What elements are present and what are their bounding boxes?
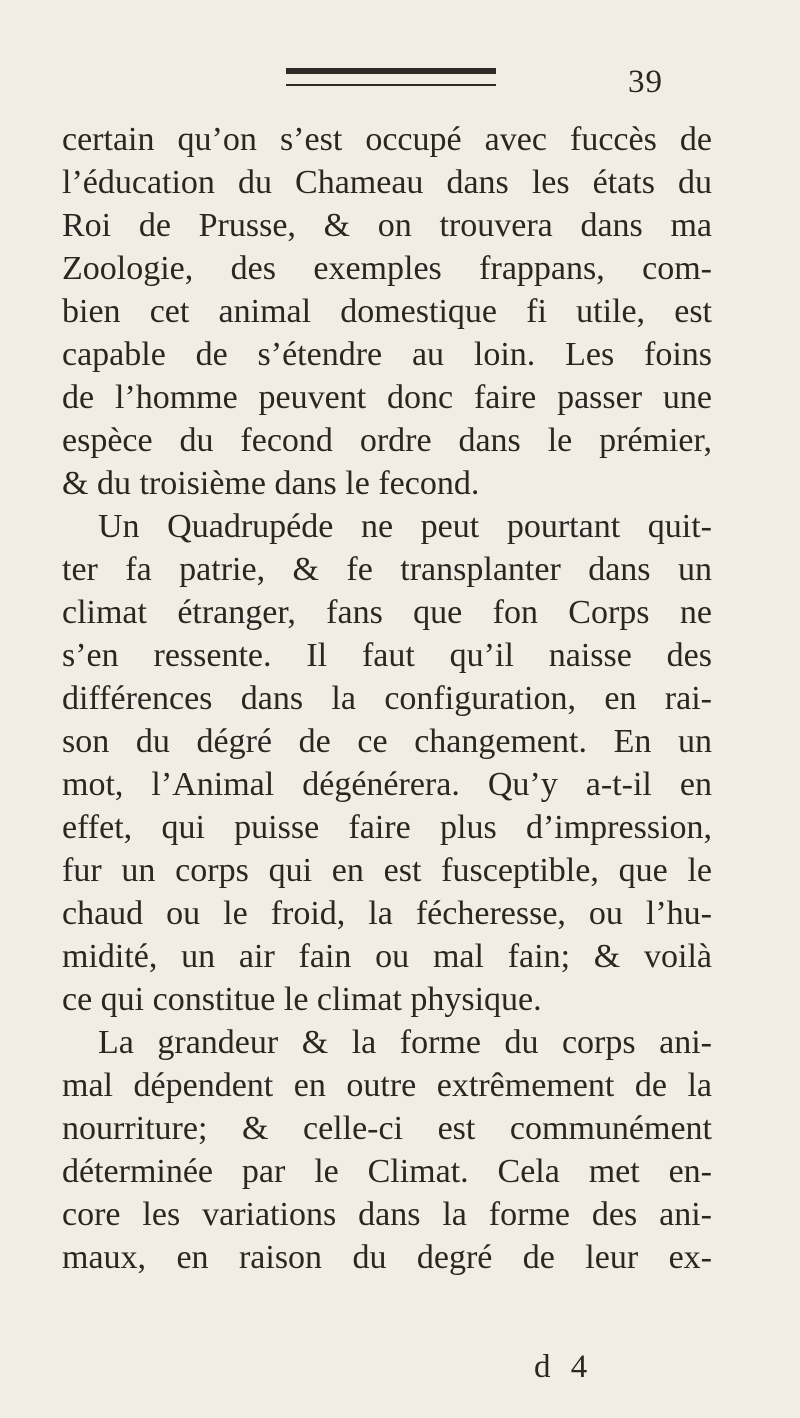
text-line: core les variations dans la forme des ani- xyxy=(62,1196,712,1233)
text-line: ter fa patrie, & fe transplanter dans un xyxy=(62,551,712,588)
text-line: espèce du fecond ordre dans le prémier, xyxy=(62,422,712,459)
text-line: La grandeur & la forme du corps ani- xyxy=(98,1024,712,1061)
text-line: bien cet animal domestique fi utile, est xyxy=(62,293,712,330)
text-line: chaud ou le froid, la fécheresse, ou l’hu- xyxy=(62,895,712,932)
text-line: son du dégré de ce changement. En un xyxy=(62,723,712,760)
text-line: l’éducation du Chameau dans les états du xyxy=(62,164,712,201)
text-line: climat étranger, fans que fon Corps ne xyxy=(62,594,712,631)
text-line: & du troisième dans le fecond. xyxy=(62,465,480,502)
text-line: s’en ressente. Il faut qu’il naisse des xyxy=(62,637,712,674)
text-line: effet, qui puisse faire plus d’impression, xyxy=(62,809,712,846)
text-line: midité, un air fain ou mal fain; & voilà xyxy=(62,938,712,975)
text-line: Roi de Prusse, & on trouvera dans ma xyxy=(62,207,712,244)
text-line: différences dans la configuration, en rai- xyxy=(62,680,712,717)
text-line: certain qu’on s’est occupé avec fuccès de xyxy=(62,121,712,158)
body-text xyxy=(62,118,712,1279)
text-line: déterminée par le Climat. Cela met en- xyxy=(62,1153,712,1190)
text-line: ce qui constitue le climat physique. xyxy=(62,981,542,1018)
text-line: mal dépendent en outre extrêmement de la xyxy=(62,1067,712,1104)
text-line: mot, l’Animal dégénérera. Qu’y a-t-il en xyxy=(62,766,712,803)
signature-mark: d 4 xyxy=(534,1349,594,1385)
text-line: nourriture; & celle-ci est communément xyxy=(62,1110,712,1147)
text-line: de l’homme peuvent donc faire passer une xyxy=(62,379,712,416)
header-rule-thick xyxy=(286,68,496,74)
text-line: Zoologie, des exemples frappans, com- xyxy=(62,250,712,287)
text-line: Un Quadrupéde ne peut pourtant quit- xyxy=(98,508,712,545)
header-rule-thin xyxy=(286,84,496,86)
page-number: 39 xyxy=(628,64,663,100)
text-line: maux, en raison du degré de leur ex- xyxy=(62,1239,712,1276)
text-line: capable de s’étendre au loin. Les foins xyxy=(62,336,712,373)
text-line: fur un corps qui en est fusceptible, que le xyxy=(62,852,712,889)
